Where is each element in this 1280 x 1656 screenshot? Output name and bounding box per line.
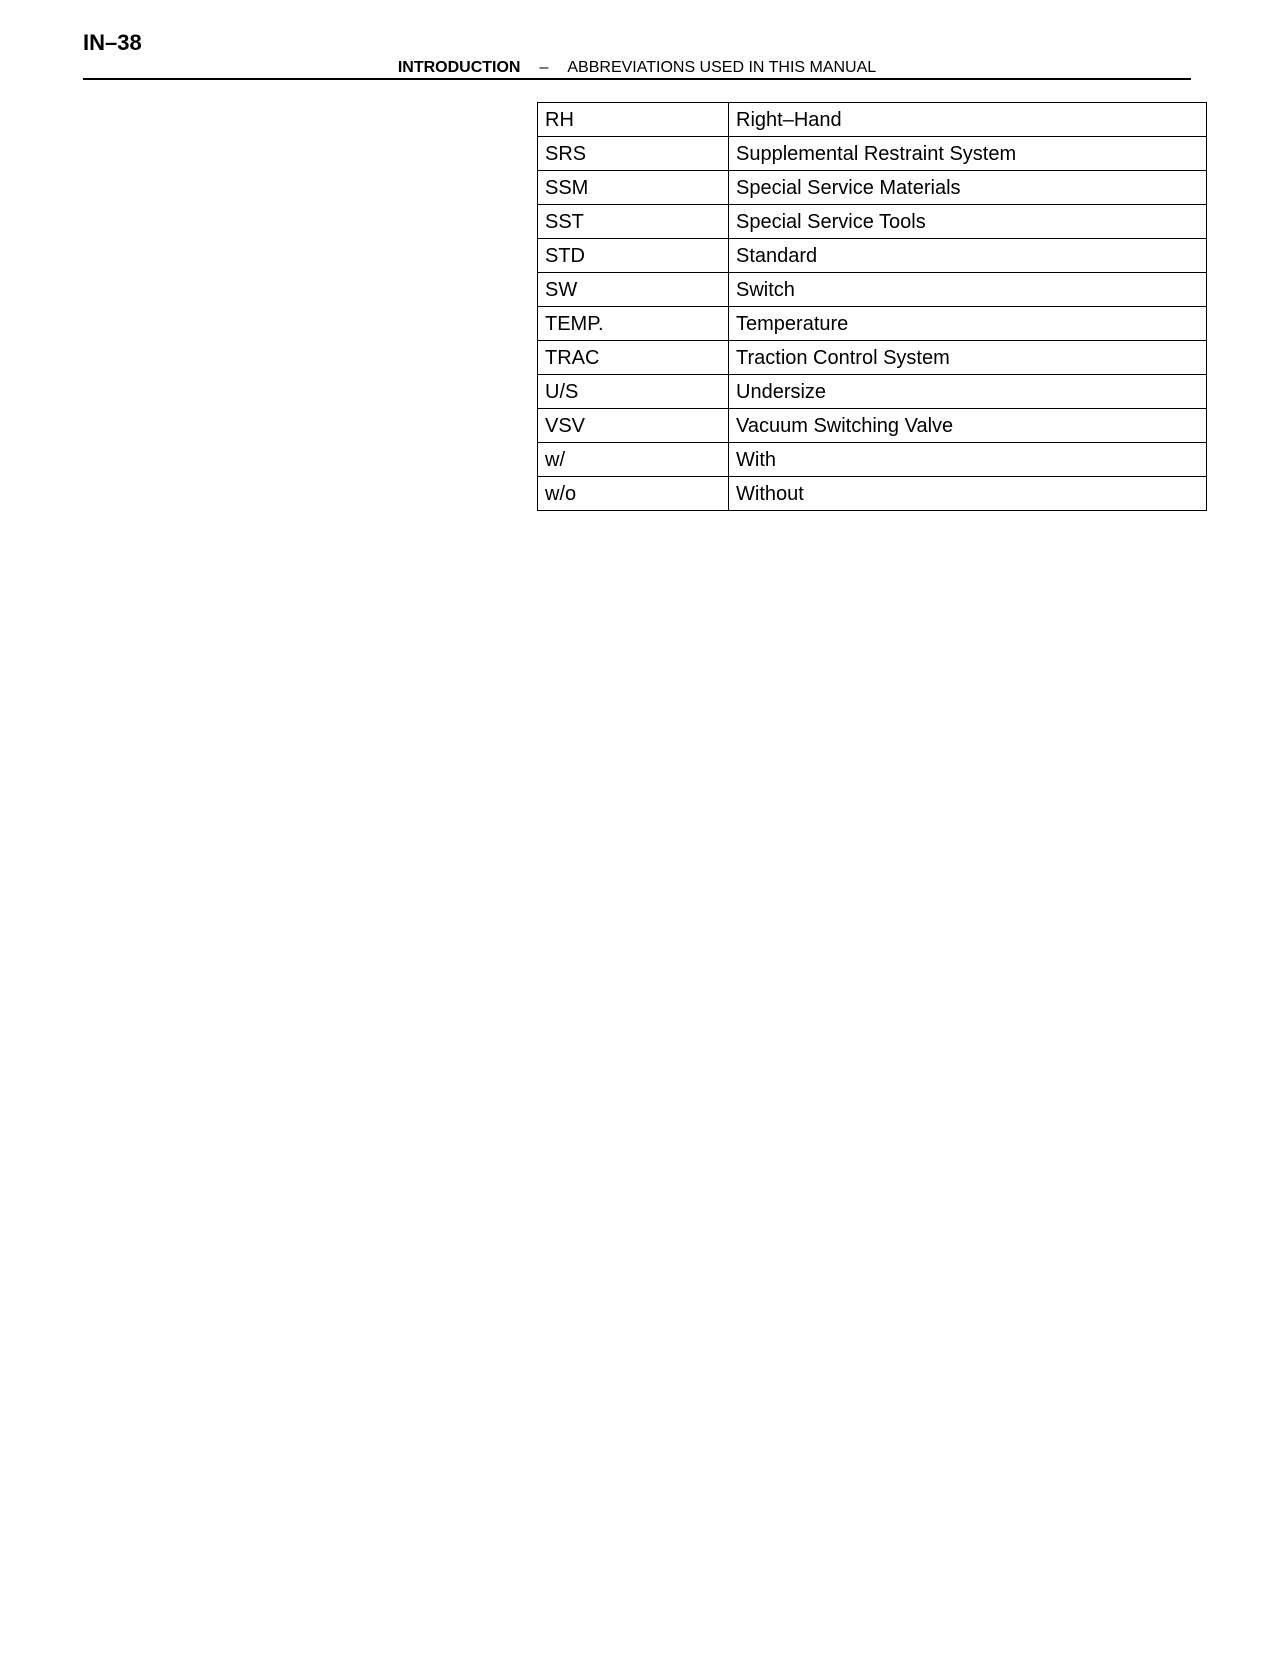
page-number: IN–38: [83, 30, 142, 55]
meaning-cell: Right–Hand: [729, 103, 1207, 137]
table-row: [538, 409, 1207, 443]
abbreviation-cell: U/S: [538, 375, 729, 409]
meaning-cell: Traction Control System: [729, 341, 1207, 375]
table-row: [538, 171, 1207, 205]
abbreviation-cell: VSV: [538, 409, 729, 443]
table-row: [538, 137, 1207, 171]
table-row: [538, 103, 1207, 137]
meaning-cell: With: [729, 443, 1207, 477]
table-row: [538, 307, 1207, 341]
abbreviation-cell: STD: [538, 239, 729, 273]
running-header: [83, 60, 1191, 76]
table-row: [538, 205, 1207, 239]
table-row: [538, 375, 1207, 409]
abbreviation-cell: SST: [538, 205, 729, 239]
abbreviation-cell: SSM: [538, 171, 729, 205]
abbreviation-cell: w/: [538, 443, 729, 477]
table-row: [538, 239, 1207, 273]
table-row: [538, 273, 1207, 307]
meaning-cell: Vacuum Switching Valve: [729, 409, 1207, 443]
meaning-cell: Without: [729, 477, 1207, 511]
abbreviation-cell: RH: [538, 103, 729, 137]
table-row: [538, 443, 1207, 477]
table-row: [538, 341, 1207, 375]
meaning-cell: Temperature: [729, 307, 1207, 341]
table-row: [538, 477, 1207, 511]
abbreviation-cell: TRAC: [538, 341, 729, 375]
meaning-cell: Switch: [729, 273, 1207, 307]
abbreviation-cell: SW: [538, 273, 729, 307]
abbreviations-table: [537, 102, 1207, 511]
meaning-cell: Undersize: [729, 375, 1207, 409]
abbreviation-cell: TEMP.: [538, 307, 729, 341]
meaning-cell: Standard: [729, 239, 1207, 273]
meaning-cell: Special Service Materials: [729, 171, 1207, 205]
header-separator: –: [539, 59, 549, 76]
header-subsection-title: ABBREVIATIONS USED IN THIS MANUAL: [567, 59, 877, 76]
header-section-title: INTRODUCTION: [397, 59, 521, 76]
abbreviation-cell: SRS: [538, 137, 729, 171]
abbreviation-cell: w/o: [538, 477, 729, 511]
meaning-cell: Supplemental Restraint System: [729, 137, 1207, 171]
meaning-cell: Special Service Tools: [729, 205, 1207, 239]
header-rule: [83, 78, 1191, 80]
